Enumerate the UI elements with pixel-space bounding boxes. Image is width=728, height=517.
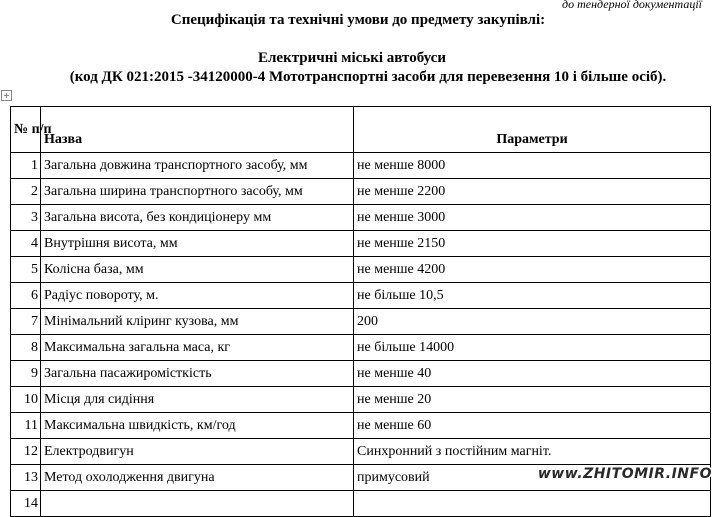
row-num: 7 — [11, 309, 41, 335]
row-num: 1 — [11, 153, 41, 179]
row-name: Загальна довжина транспортного засобу, мм — [41, 153, 354, 179]
table-row — [11, 361, 711, 387]
row-num: 13 — [11, 465, 41, 491]
row-param: не більше 10,5 — [354, 283, 711, 309]
row-num: 11 — [11, 413, 41, 439]
row-param: не менше 4200 — [354, 257, 711, 283]
table-row — [11, 335, 711, 361]
header-num: № п/п — [11, 107, 41, 153]
table-row — [11, 283, 711, 309]
row-param: 200 — [354, 309, 711, 335]
row-name: Місця для сидіння — [41, 387, 354, 413]
row-name: Електродвигун — [41, 439, 354, 465]
doc-reference: до тендерної документації — [562, 0, 702, 11]
row-param: Синхронний з постійним магніт. — [354, 439, 711, 465]
table-row — [11, 231, 711, 257]
row-param: примусовий — [354, 465, 711, 491]
table-move-handle-icon[interactable]: + — [1, 90, 12, 101]
document-title: Специфікація та технічні умови до предмету закупівлі: — [170, 12, 546, 28]
row-name: Колісна база, мм — [41, 257, 354, 283]
table-row — [11, 491, 711, 517]
row-num: 3 — [11, 205, 41, 231]
row-num: 9 — [11, 361, 41, 387]
row-name: Загальна ширина транспортного засобу, мм — [41, 179, 354, 205]
row-param: не менше 20 — [354, 387, 711, 413]
row-num: 14 — [11, 491, 41, 517]
subject-title: Електричні міські автобуси — [258, 50, 446, 66]
table-row — [11, 179, 711, 205]
row-name: Мінімальний кліринг кузова, мм — [41, 309, 354, 335]
classification-code: (код ДК 021:2015 -34120000-4 Мототранспортні засоби для перевезення 10 і більше осіб). — [69, 69, 667, 85]
row-param: не менше 2150 — [354, 231, 711, 257]
row-name: Внутрішня висота, мм — [41, 231, 354, 257]
row-num: 8 — [11, 335, 41, 361]
header-name: Назва — [41, 107, 354, 153]
table-header-row — [11, 107, 711, 153]
row-param: не менше 8000 — [354, 153, 711, 179]
row-name: Метод охолодження двигуна — [41, 465, 354, 491]
row-param — [354, 491, 711, 517]
row-name: Радіус повороту, м. — [41, 283, 354, 309]
header-param: Параметри — [354, 107, 711, 153]
row-name: Максимальна загальна маса, кг — [41, 335, 354, 361]
spec-table — [10, 106, 711, 517]
table-row — [11, 309, 711, 335]
row-param: не менше 60 — [354, 413, 711, 439]
row-name: Загальна висота, без кондиціонеру мм — [41, 205, 354, 231]
row-num: 6 — [11, 283, 41, 309]
row-param: не менше 40 — [354, 361, 711, 387]
row-param: не більше 14000 — [354, 335, 711, 361]
table-row — [11, 439, 711, 465]
row-num: 5 — [11, 257, 41, 283]
row-name — [41, 491, 354, 517]
row-num: 4 — [11, 231, 41, 257]
table-row — [11, 257, 711, 283]
table-row — [11, 205, 711, 231]
row-name: Загальна пасажиромісткість — [41, 361, 354, 387]
row-num: 2 — [11, 179, 41, 205]
row-num: 10 — [11, 387, 41, 413]
row-name: Максимальна швидкість, км/год — [41, 413, 354, 439]
site-watermark: www.ZHITOMIR.INFO — [537, 466, 712, 482]
row-num: 12 — [11, 439, 41, 465]
row-param: не менше 2200 — [354, 179, 711, 205]
table-row — [11, 153, 711, 179]
row-param: не менше 3000 — [354, 205, 711, 231]
table-row — [11, 413, 711, 439]
table-row — [11, 387, 711, 413]
